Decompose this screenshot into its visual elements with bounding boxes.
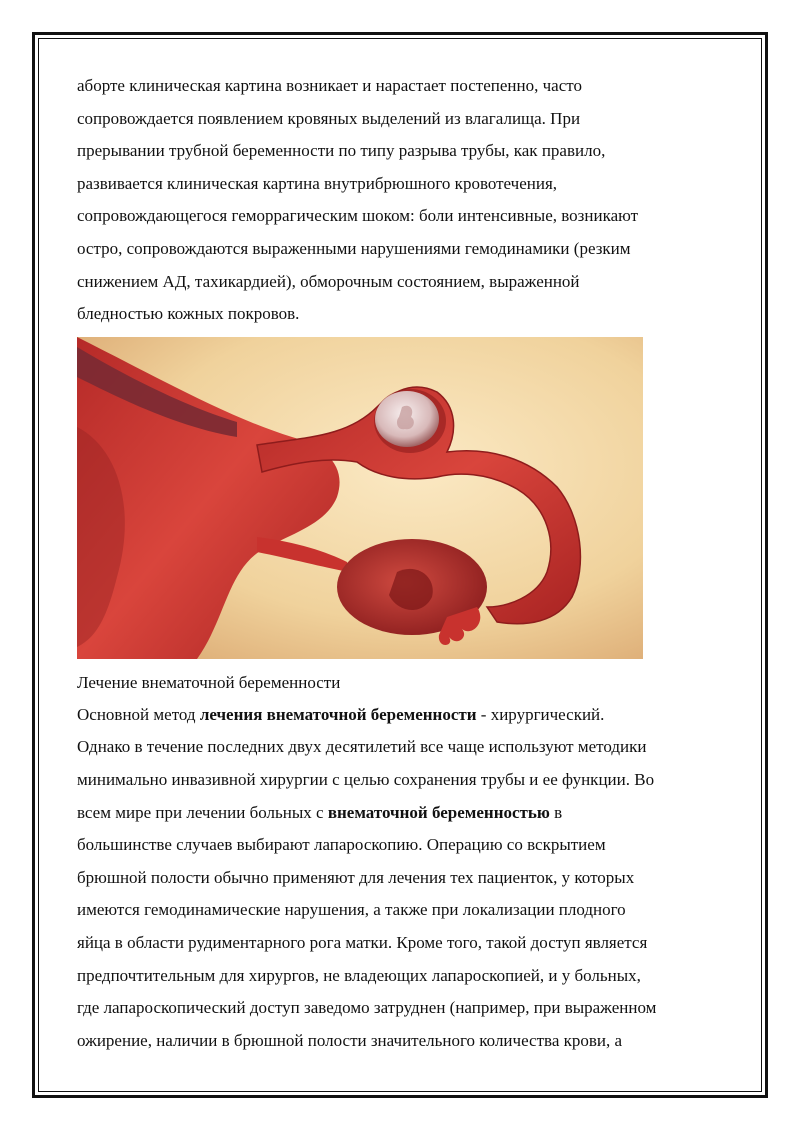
text-line: Однако в течение последних двух десятилетий все чаще используют методики [77, 737, 647, 757]
text-line: Основной метод лечения внематочной беременности - хирургический. [77, 704, 605, 724]
text-line: большинстве случаев выбирают лапароскопию. Операцию со вскрытием [77, 835, 606, 855]
text-line: ожирение, наличии в брюшной полости значительного количества крови, а [77, 1030, 623, 1050]
text-line: брюшной полости обычно применяют для лечения тех пациенток, у которых [77, 867, 635, 887]
bold-term: внематочной беременностью [327, 802, 550, 822]
text-line: развивается клиническая картина внутрибрюшного кровотечения, [77, 173, 558, 193]
text-line: аборте клиническая картина возникает и нарастает постепенно, часто [77, 76, 582, 95]
text-line: остро, сопровождаются выраженными нарушениями гемодинамики (резким [77, 238, 631, 258]
text-line: яйца в области рудиментарного рога матки. Кроме того, такой доступ является [77, 932, 648, 952]
paragraph-clinical-picture [77, 70, 727, 331]
text-line: снижением АД, тахикардией), обморочным состоянием, выраженной [77, 271, 580, 291]
ectopic-pregnancy-illustration [77, 337, 643, 659]
text-line: имеются гемодинамические нарушения, а также при локализации плодного [77, 900, 626, 920]
text-line: сопровождающегося геморрагическим шоком: боли интенсивные, возникают [77, 206, 639, 226]
section-heading: Лечение внематочной беременности [77, 672, 341, 692]
text-line: всем мире при лечении больных с внематочной беременностью в [77, 802, 563, 822]
text-line: где лапароскопический доступ заведомо затруднен (например, при выраженном [77, 998, 657, 1018]
text-line: минимально инвазивной хирургии с целью сохранения трубы и ее функции. Во [77, 769, 655, 789]
text-line: сопровождается появлением кровяных выделений из влагалища. При [77, 108, 581, 128]
text-line: предпочтительным для хирургов, не владеющих лапароскопией, и у больных, [77, 965, 641, 985]
text-line: прерывании трубной беременности по типу разрыва трубы, как правило, [77, 141, 606, 161]
text-line: бледностью кожных покровов. [77, 304, 300, 324]
document-body [77, 70, 727, 1057]
bold-term: лечения внематочной беременности [199, 704, 477, 724]
paragraph-treatment [77, 699, 727, 1058]
